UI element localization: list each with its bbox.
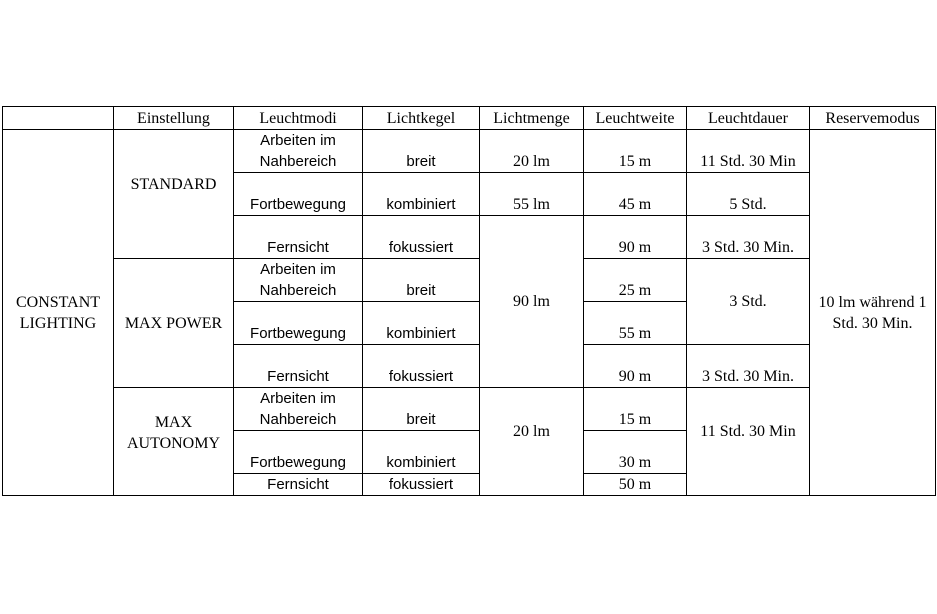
lichtkegel-cell: breit [363, 388, 480, 431]
header-lichtmenge: Lichtmenge [480, 107, 584, 130]
leuchtmodus-cell: Fortbewegung [234, 431, 363, 474]
leuchtweite-cell: 15 m [584, 130, 687, 173]
leuchtmodus-cell: Arbeiten im Nahbereich [234, 259, 363, 302]
leuchtmodus-cell: Fortbewegung [234, 173, 363, 216]
leuchtdauer-cell: 3 Std. [687, 259, 810, 345]
leuchtweite-cell: 90 m [584, 345, 687, 388]
leuchtweite-cell: 55 m [584, 302, 687, 345]
header-leuchtweite: Leuchtweite [584, 107, 687, 130]
lichtkegel-cell: kombiniert [363, 173, 480, 216]
setting-max-autonomy: MAX AUTONOMY [114, 388, 234, 496]
leuchtdauer-cell: 5 Std. [687, 173, 810, 216]
lighting-spec-table [2, 106, 936, 496]
lichtkegel-cell: breit [363, 130, 480, 173]
leuchtdauer-cell: 3 Std. 30 Min. [687, 345, 810, 388]
lichtmenge-cell: 20 lm [480, 388, 584, 496]
leuchtweite-cell: 90 m [584, 216, 687, 259]
leuchtweite-cell: 50 m [584, 474, 687, 496]
table-row [3, 259, 936, 302]
mode-cell: CONSTANT LIGHTING [3, 130, 114, 496]
leuchtmodus-cell: Fernsicht [234, 474, 363, 496]
lichtkegel-cell: fokussiert [363, 216, 480, 259]
setting-max-power: MAX POWER [114, 259, 234, 388]
header-row [3, 107, 936, 130]
lichtmenge-cell: 55 lm [480, 173, 584, 216]
lichtkegel-cell: kombiniert [363, 431, 480, 474]
leuchtdauer-cell: 11 Std. 30 Min [687, 388, 810, 496]
lichtkegel-cell: fokussiert [363, 474, 480, 496]
lichtkegel-cell: breit [363, 259, 480, 302]
leuchtweite-cell: 30 m [584, 431, 687, 474]
leuchtmodus-cell: Fernsicht [234, 345, 363, 388]
leuchtdauer-cell: 3 Std. 30 Min. [687, 216, 810, 259]
leuchtweite-cell: 25 m [584, 259, 687, 302]
leuchtmodus-cell: Arbeiten im Nahbereich [234, 130, 363, 173]
reserve-cell: 10 lm während 1 Std. 30 Min. [810, 130, 936, 496]
leuchtweite-cell: 45 m [584, 173, 687, 216]
header-reservemodus: Reservemodus [810, 107, 936, 130]
header-lichtkegel: Lichtkegel [363, 107, 480, 130]
lichtmenge-cell: 90 lm [480, 216, 584, 388]
header-cell-empty [3, 107, 114, 130]
header-leuchtdauer: Leuchtdauer [687, 107, 810, 130]
lichtmenge-cell: 20 lm [480, 130, 584, 173]
leuchtmodus-cell: Fernsicht [234, 216, 363, 259]
lichtkegel-cell: kombiniert [363, 302, 480, 345]
leuchtdauer-cell: 11 Std. 30 Min [687, 130, 810, 173]
lichtkegel-cell: fokussiert [363, 345, 480, 388]
setting-standard: STANDARD [114, 130, 234, 259]
leuchtmodus-cell: Fortbewegung [234, 302, 363, 345]
table-row [3, 130, 936, 173]
header-einstellung: Einstellung [114, 107, 234, 130]
table-row [3, 388, 936, 431]
leuchtmodus-cell: Arbeiten im Nahbereich [234, 388, 363, 431]
leuchtweite-cell: 15 m [584, 388, 687, 431]
header-leuchtmodi: Leuchtmodi [234, 107, 363, 130]
